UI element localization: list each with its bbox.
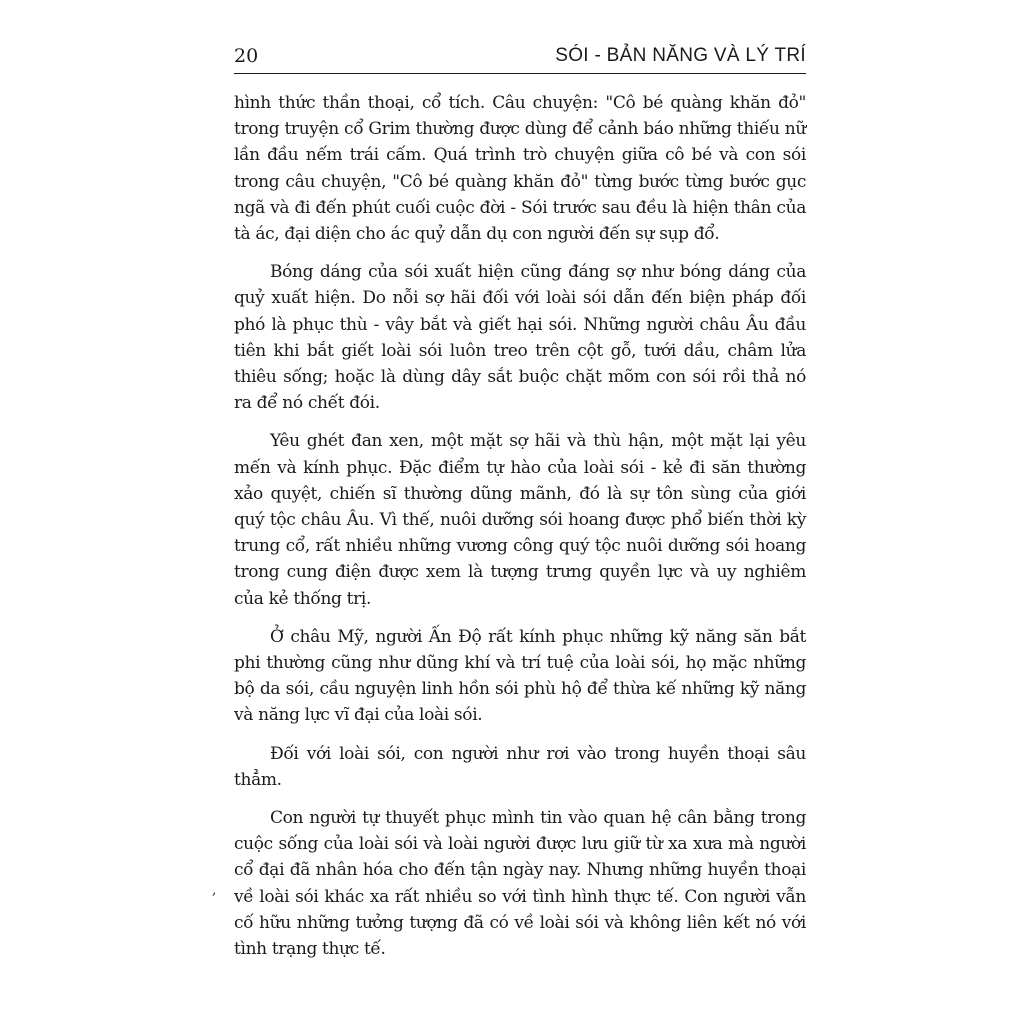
page-header (234, 44, 806, 74)
page-number: 20 (234, 45, 259, 67)
paragraph-love-hate: Yêu ghét đan xen, một mặt sợ hãi và thù hận, một mặt lại yêu mến và kính phục. Đặc điểm tự hào của loài sói - kẻ đi săn thường xảo quyệt, chiến sĩ thường dũng mãnh, đó là sự tôn sùng của giới quý tộc châu Âu. Vì thế, nuôi dưỡng sói hoang được phổ biến thời kỳ trung cổ, rất nhiều những vương công quý tộc nuôi dưỡng sói hoang trong cung điện được xem là tượng trưng quyền lực và uy nghiêm của kẻ thống trị. (234, 431, 806, 609)
stray-ink-mark: , (212, 882, 217, 898)
header-rule (234, 73, 806, 74)
running-title: SÓI - BẢN NĂNG VÀ LÝ TRÍ (555, 45, 806, 66)
paragraph-wolf-shadow: Bóng dáng của sói xuất hiện cũng đáng sợ như bóng dáng của quỷ xuất hiện. Do nỗi sợ hãi đối với loài sói dẫn đến biện pháp đối phó là phục thù - vây bắt và giết hại sói. Những người châu Âu đầu tiên khi bắt giết loài sói luôn treo trên cột gỗ, tưới dầu, châm lửa thiêu sống; hoặc là dùng dây sắt buộc chặt mõm con sói rồi thả nó ra để nó chết đói. (234, 262, 806, 414)
paragraph-myth: Đối với loài sói, con người như rơi vào trong huyền thoại sâu thẳm. (234, 743, 806, 790)
paragraph-continuation: hình thức thần thoại, cổ tích. Câu chuyện: "Cô bé quàng khăn đỏ" trong truyện cổ Grim thường được dùng để cảnh báo những thiếu nữ lần đầu nếm trái cấm. Quá trình trò chuyện giữa cô bé và con sói trong câu chuyện, "Cô bé quàng khăn đỏ" từng bước từng bước gục ngã và đi đến phút cuối cuộc đời - Sói trước sau đều là hiện thân của tà ác, đại diện cho ác quỷ dẫn dụ con người đến sự sụp đổ. (234, 93, 806, 245)
paragraph-persuade: Con người tự thuyết phục mình tin vào quan hệ cân bằng trong cuộc sống của loài sói và loài người được lưu giữ từ xa xưa mà người cổ đại đã nhân hóa cho đến tận ngày nay. Nhưng những huyền thoại về loài sói khác xa rất nhiều so với tình hình thực tế. Con người vẫn cố hữu những tưởng tượng đã có về loài sói và không liên kết nó với tình trạng thực tế. (234, 808, 806, 960)
body-text (234, 90, 806, 962)
paragraph-america: Ở châu Mỹ, người Ấn Độ rất kính phục những kỹ năng săn bắt phi thường cũng như dũng khí và trí tuệ của loài sói, họ mặc những bộ da sói, cầu nguyện linh hồn sói phù hộ để thừa kế những kỹ năng và năng lực vĩ đại của loài sói. (234, 626, 806, 726)
